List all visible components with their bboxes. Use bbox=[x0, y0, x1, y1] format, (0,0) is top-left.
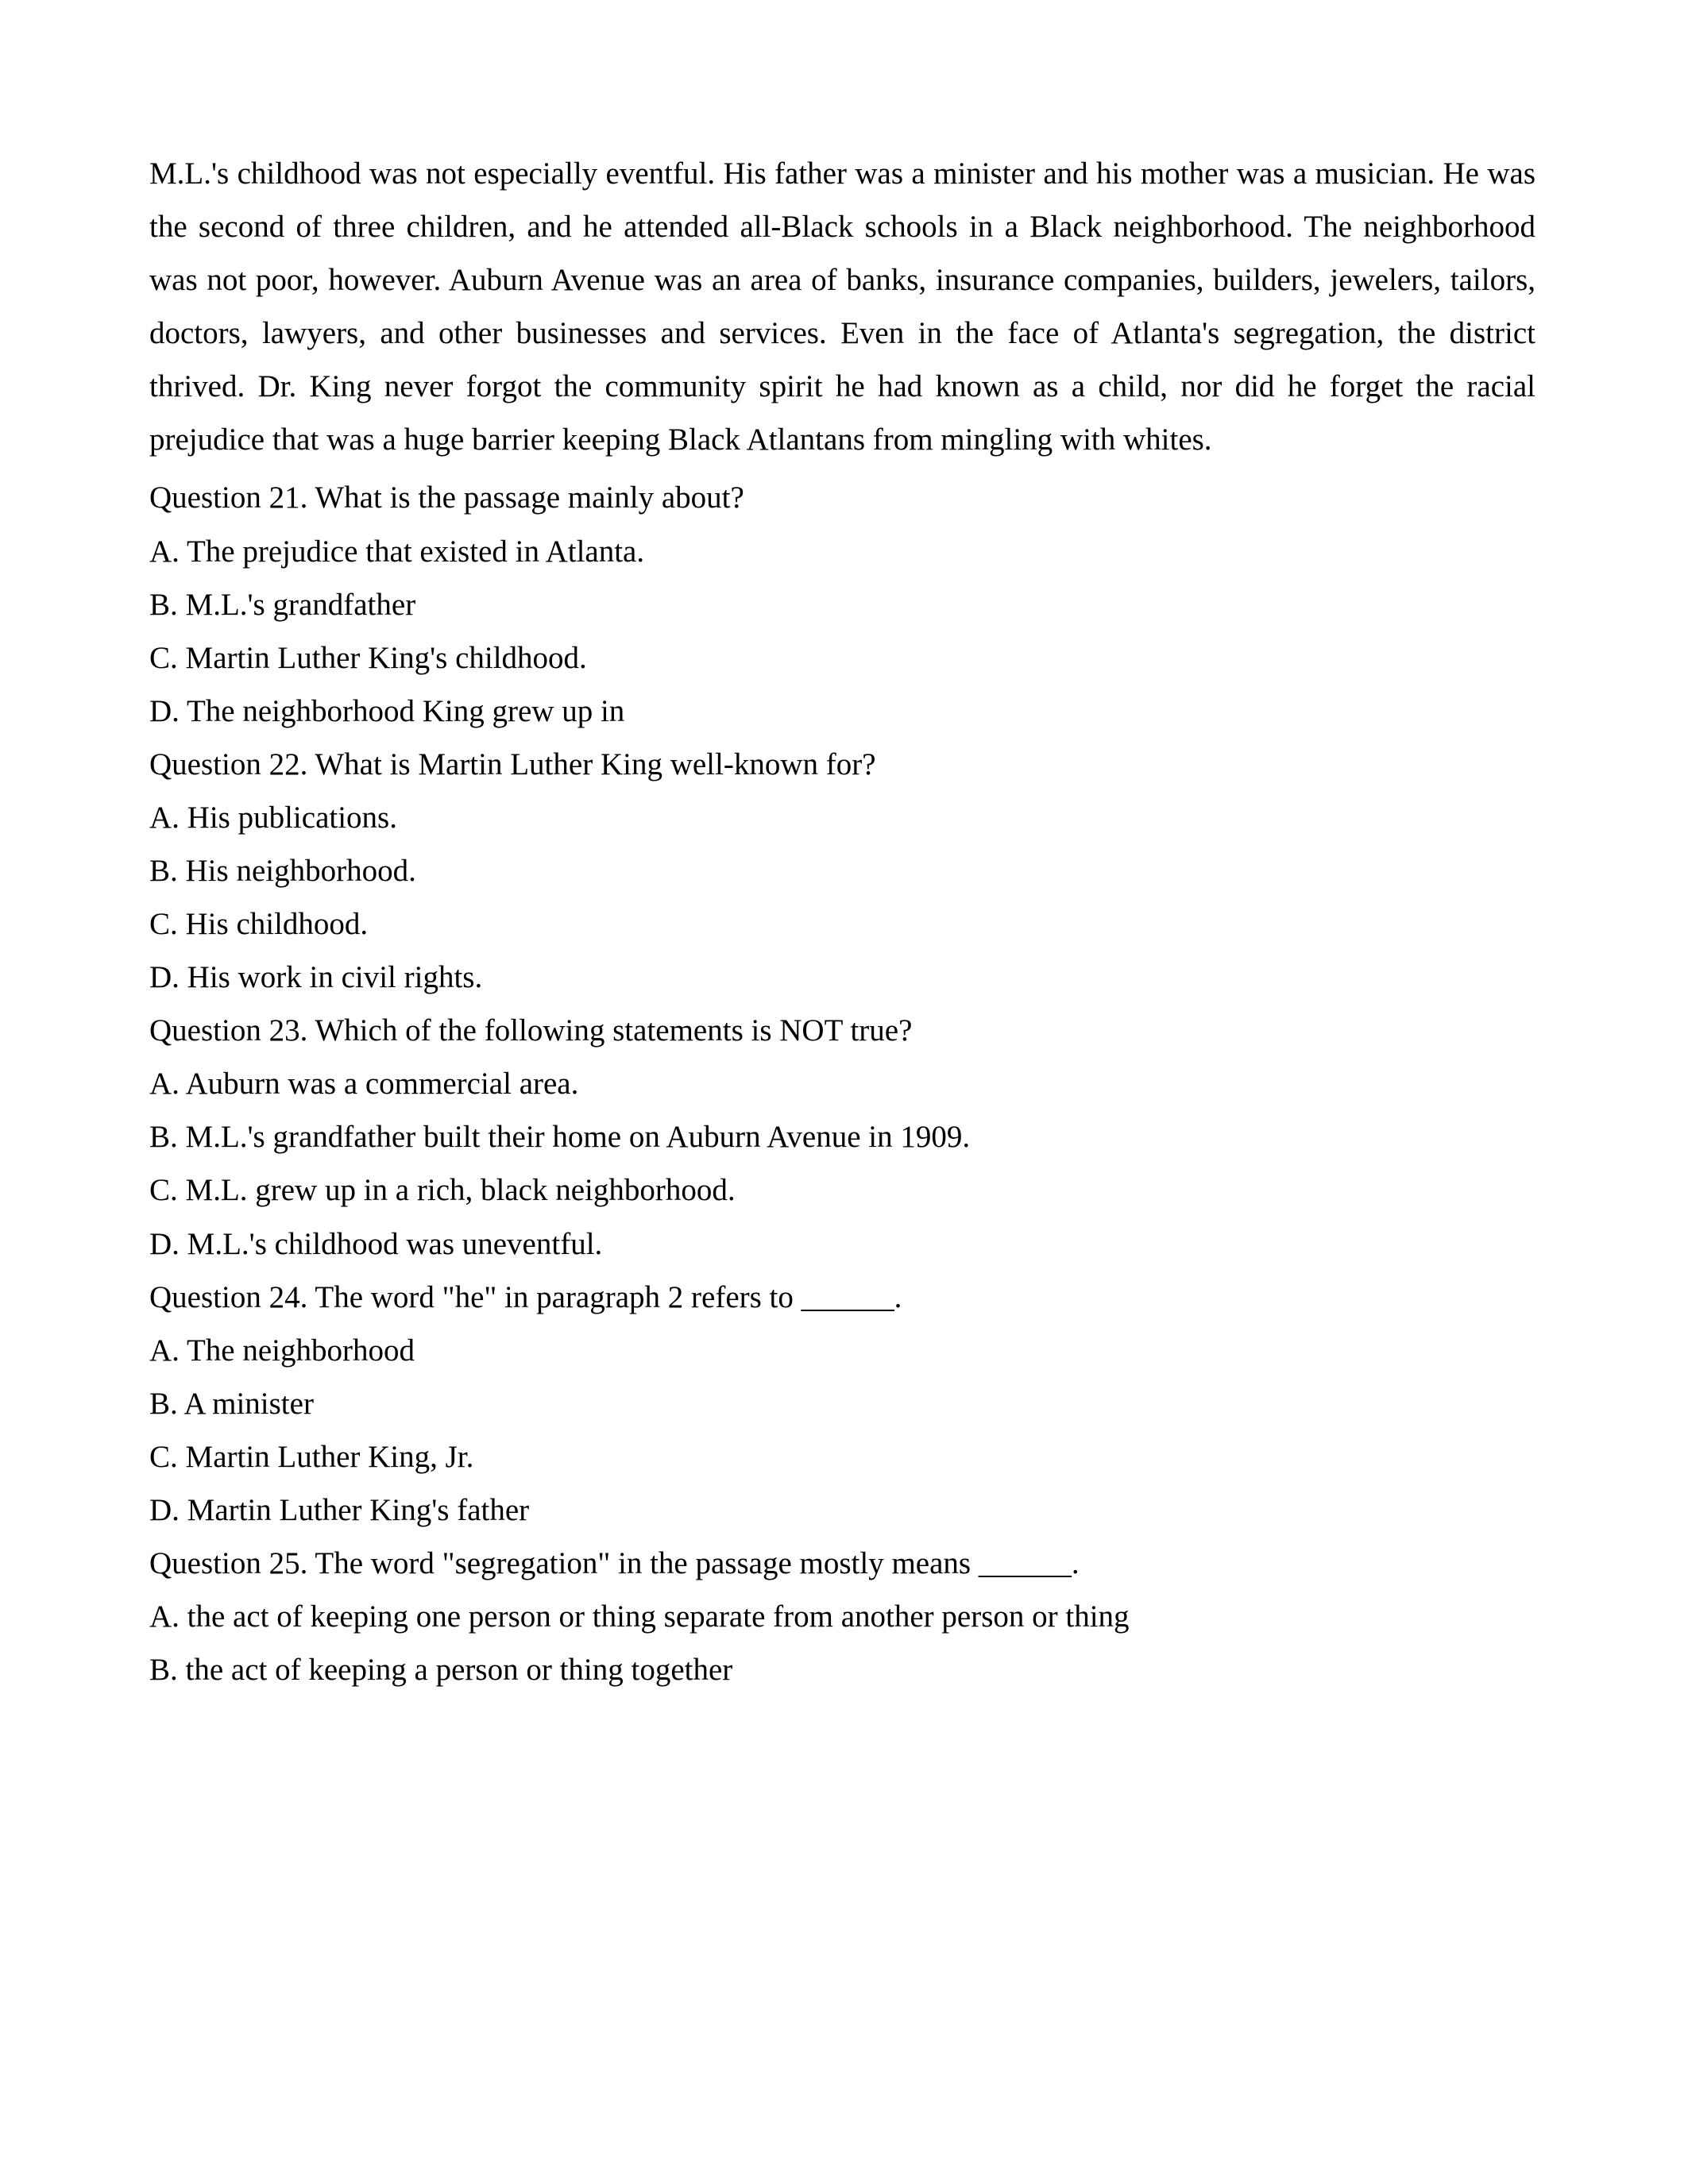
question-23-option-a: A. Auburn was a commercial area. bbox=[149, 1067, 579, 1102]
question-25-option-a: A. the act of keeping one person or thing separate from another person or thing bbox=[149, 1599, 1130, 1634]
question-25: Question 25. The word "segregation" in the passage mostly means ______. bbox=[149, 1546, 1080, 1581]
question-23: Question 23. Which of the following statements is NOT true? bbox=[149, 1013, 913, 1048]
question-24: Question 24. The word "he" in paragraph 2 refers to ______. bbox=[149, 1279, 902, 1314]
question-22-option-d: D. His work in civil rights. bbox=[149, 960, 483, 995]
question-25-option-b: B. the act of keeping a person or thing together bbox=[149, 1653, 733, 1688]
question-22-option-c: C. His childhood. bbox=[149, 907, 369, 942]
question-24-option-a: A. The neighborhood bbox=[149, 1333, 415, 1368]
reading-passage: M.L.'s childhood was not especially eventful. His father was a minister and his mother was a musician. He was the second of three children, and he attended all-Black schools in a Black neighborhood. The neighborhood was not poor, however. Auburn Avenue was an area of banks, insurance companies, builders, jewelers, tailors, doctors, lawyers, and other businesses and services. Even in the face of Atlanta's segregation, the district thrived. Dr. King never forgot the community spirit he had known as a child, nor did he forget the racial prejudice that was a huge barrier keeping Black Atlantans from mingling with whites. bbox=[149, 156, 1535, 457]
question-24-option-d: D. Martin Luther King's father bbox=[149, 1492, 530, 1527]
question-24-option-c: C. Martin Luther King, Jr. bbox=[149, 1439, 474, 1474]
question-21: Question 21. What is the passage mainly about? bbox=[149, 480, 744, 515]
question-23-option-b: B. M.L.'s grandfather built their home on Auburn Avenue in 1909. bbox=[149, 1120, 971, 1155]
question-21-option-c: C. Martin Luther King's childhood. bbox=[149, 640, 587, 675]
document-content bbox=[149, 147, 1535, 1696]
question-21-option-d: D. The neighborhood King grew up in bbox=[149, 693, 625, 728]
question-22-option-b: B. His neighborhood. bbox=[149, 854, 416, 889]
question-22-option-a: A. His publications. bbox=[149, 800, 397, 835]
question-23-option-c: C. M.L. grew up in a rich, black neighborhood. bbox=[149, 1173, 736, 1208]
question-21-option-a: A. The prejudice that existed in Atlanta. bbox=[149, 534, 645, 569]
question-24-option-b: B. A minister bbox=[149, 1386, 314, 1421]
question-22: Question 22. What is Martin Luther King well-known for? bbox=[149, 747, 876, 781]
question-23-option-d: D. M.L.'s childhood was uneventful. bbox=[149, 1226, 603, 1261]
question-21-option-b: B. M.L.'s grandfather bbox=[149, 587, 416, 622]
